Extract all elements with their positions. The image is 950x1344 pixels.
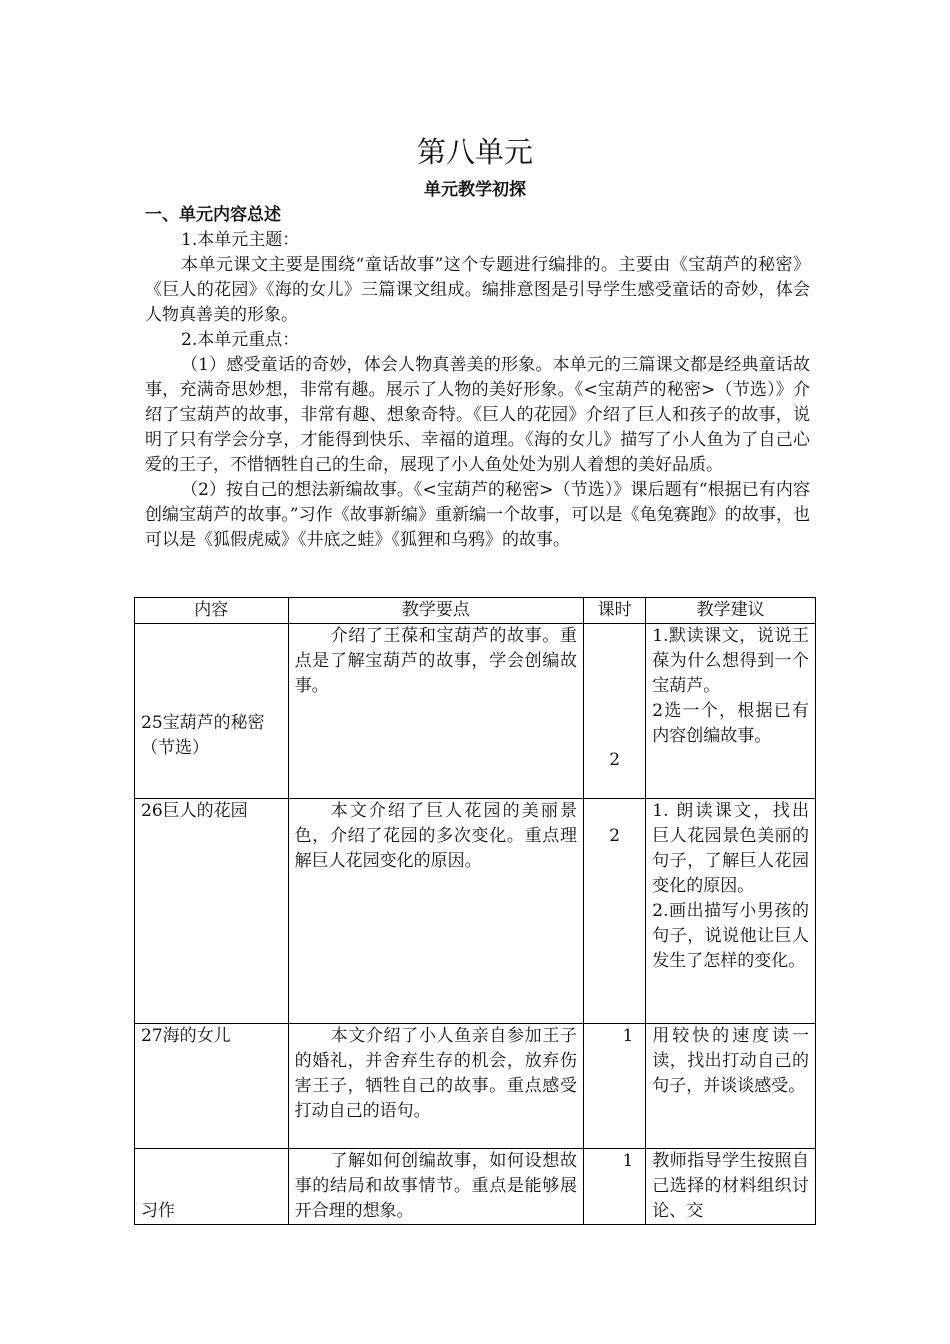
- paragraph-focus-1: （1）感受童话的奇妙，体会人物真善美的形象。本单元的三篇课文都是经典童话故事，充满奇思妙想，非常有趣。展示了人物的美好形象。《<宝葫芦的秘密>（节选）》介绍了宝葫芦的故事，非常有趣、想象奇特。《巨人的花园》介绍了巨人和孩子的故事，说明了只有学会分享，才能得到快乐、幸福的道理。《海的女儿》描写了小人鱼为了自己心爱的王子，不惜牺牲自己的生命，展现了小人鱼处处为别人着想的美好品质。: [145, 355, 810, 475]
- cell-hours: 1: [583, 1024, 645, 1149]
- header-content: 内容: [135, 598, 289, 624]
- cell-hours: 2: [583, 799, 645, 1024]
- cell-suggestion: [646, 624, 816, 799]
- cell-content: 26巨人的花园: [135, 799, 289, 1024]
- table-row: [135, 1024, 816, 1149]
- header-suggestion: 教学建议: [646, 598, 816, 624]
- table-header-row: [135, 598, 816, 624]
- table-row: [135, 799, 816, 1024]
- cell-points: 介绍了王葆和宝葫芦的故事。重点是了解宝葫芦的故事，学会创编故事。: [288, 624, 583, 799]
- cell-content: 27海的女儿: [135, 1024, 289, 1149]
- table-row: [135, 624, 816, 799]
- paragraph-theme: 本单元课文主要是围绕“童话故事”这个专题进行编排的。主要由《宝葫芦的秘密》《巨人的花园》《海的女儿》三篇课文组成。编排意图是引导学生感受童话的奇妙，体会人物真善美的形象。: [145, 255, 810, 325]
- suggestion-item: 2.画出描写小男孩的句子，说说他让巨人发生了怎样的变化。: [652, 901, 809, 971]
- suggestion-item: 2选一个，根据已有内容创编故事。: [652, 701, 809, 746]
- header-hours: 课时: [583, 598, 645, 624]
- item-label-focus: 2.本单元重点：: [181, 330, 300, 350]
- cell-points: 本文介绍了小人鱼亲自参加王子的婚礼，并舍弃生存的机会，放弃伤害王子，牺牲自己的故事。重点感受打动自己的语句。: [288, 1024, 583, 1149]
- header-points: 教学要点: [288, 598, 583, 624]
- cell-points: 本文介绍了巨人花园的美丽景色，介绍了花园的多次变化。重点理解巨人花园变化的原因。: [288, 799, 583, 1024]
- item-label-theme: 1.本单元主题：: [181, 230, 300, 250]
- body-text: [145, 203, 810, 553]
- cell-points: 了解如何创编故事，如何设想故事的结局和故事情节。重点是能够展开合理的想象。: [288, 1149, 583, 1225]
- page-title: 第八单元: [416, 135, 533, 169]
- cell-hours: 1: [583, 1149, 645, 1225]
- cell-hours: 2: [583, 624, 645, 799]
- page-subtitle: 单元教学初探: [424, 180, 526, 200]
- teaching-plan-table: [134, 597, 816, 1225]
- paragraph-focus-2: （2）按自己的想法新编故事。《<宝葫芦的秘密>（节选）》课后题有“根据已有内容创编宝葫芦的故事。”习作《故事新编》重新编一个故事，可以是《龟兔赛跑》的故事，也可以是《狐假虎威》《井底之蛙》《狐狸和乌鸦》的故事。: [145, 480, 810, 550]
- cell-content: 习作: [135, 1149, 289, 1225]
- section-heading: 一、单元内容总述: [145, 205, 281, 225]
- cell-content: 25宝葫芦的秘密（节选）: [135, 624, 289, 799]
- table-row: [135, 1149, 816, 1225]
- suggestion-item: 1. 朗读课文，找出巨人花园景色美丽的句子，了解巨人花园变化的原因。: [652, 801, 809, 896]
- suggestion-item: 1.默读课文，说说王葆为什么想得到一个宝葫芦。: [652, 626, 809, 696]
- cell-suggestion: 用较快的速度读一读，找出打动自己的句子，并谈谈感受。: [646, 1024, 816, 1149]
- cell-suggestion: [646, 799, 816, 1024]
- cell-suggestion: 教师指导学生按照自己选择的材料组织讨论、交: [646, 1149, 816, 1225]
